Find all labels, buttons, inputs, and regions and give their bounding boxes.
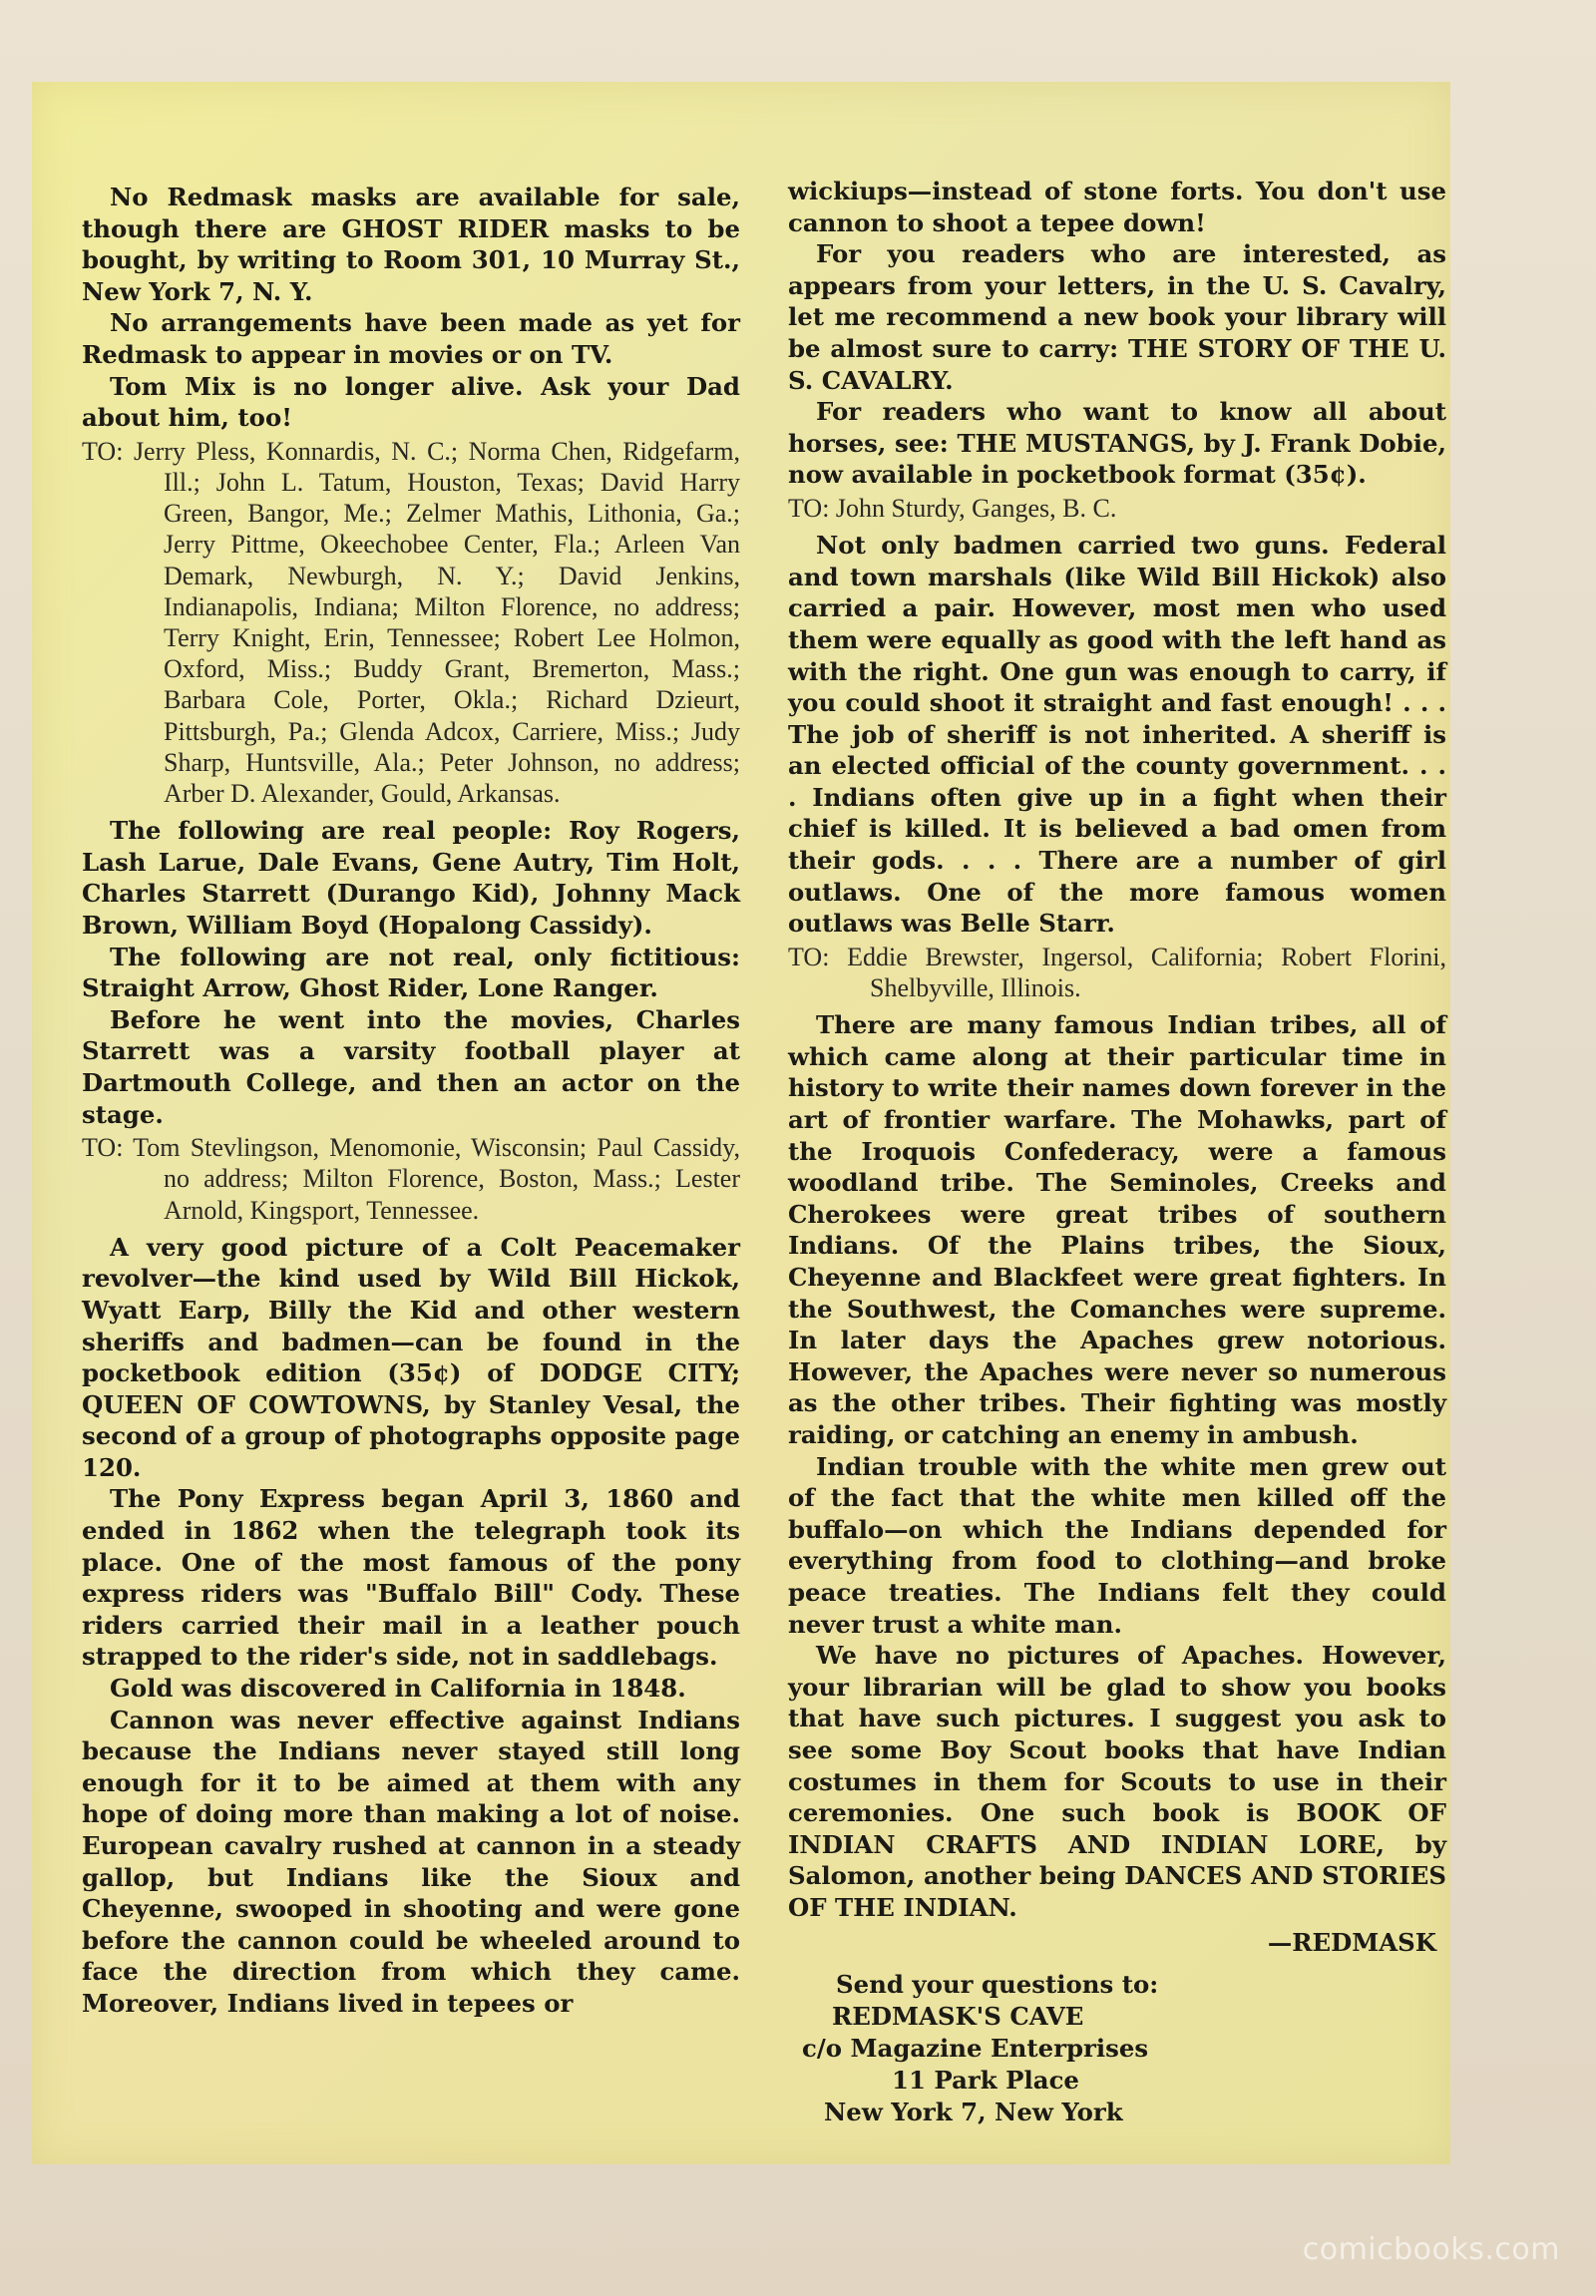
to-list: TO: Tom Stevlingson, Menomonie, Wisconsin; Paul Cassidy, no address; Milton Florence, Boston, Mass.; Lester Arnold, Kingsport, Tennessee. <box>82 1133 740 1225</box>
right-column <box>788 176 1446 2128</box>
mailing-address <box>788 1969 1446 2128</box>
paragraph: We have no pictures of Apaches. However, your librarian will be glad to show you books that have such pictures. I suggest you ask to see some Boy Scout books that have Indian costumes in them for Scouts to use in their ceremonies. One such book is BOOK OF INDIAN CRAFTS AND INDIAN LORE, by Salomon, another being DANCES AND STORIES OF THE INDIAN. <box>788 1641 1446 1922</box>
address-line: REDMASK'S CAVE <box>832 2002 1084 2032</box>
paragraph: Cannon was never effective against Indians because the Indians never stayed still long enough for it to be aimed at them with any hope of doing more than making a lot of noise. European cavalry rushed at cannon in a steady gallop, but Indians like the Sioux and Cheyenne, swooped in shooting and were gone before the cannon could be wheeled around to face the direction from which they came. Moreover, Indians lived in tepees or <box>82 1705 740 2018</box>
paragraph: Not only badmen carried two guns. Federal and town marshals (like Wild Bill Hickok) also carried a pair. However, most men who used them were equally as good with the left hand as with the right. One gun was enough to carry, if you could shoot it straight and fast enough! . . . The job of sheriff is not inherited. A sheriff is an elected official of the county government. . . . Indians often give up in a fight when their chief is killed. It is believed a bad omen from their gods. . . . There are a number of girl outlaws. One of the more famous women outlaws was Belle Starr. <box>788 531 1446 939</box>
paragraph: The following are real people: Roy Rogers, Lash Larue, Dale Evans, Gene Autry, Tim Holt, Charles Starrett (Durango Kid), Johnny Mack Brown, William Boyd (Hopalong Cassidy). <box>82 816 740 940</box>
left-column <box>82 182 740 2020</box>
paragraph: Before he went into the movies, Charles Starrett was a varsity football player at Dartmouth College, and then an actor on the stage. <box>82 1004 740 1129</box>
paragraph: A very good picture of a Colt Peacemaker revolver—the kind used by Wild Bill Hickok, Wyatt Earp, Billy the Kid and other western sheriffs and badmen—can be found in the pocketbook edition (35¢) of DODGE CITY; QUEEN OF COWTOWNS, by Stanley Vesal, the second of a group of photographs opposite page 120. <box>82 1232 740 1482</box>
signature: —REDMASK <box>1267 1928 1436 1958</box>
paragraph: The following are not real, only fictitious: Straight Arrow, Ghost Rider, Lone Ranger. <box>82 942 740 1003</box>
paragraph: wickiups—instead of stone forts. You don't use cannon to shoot a tepee down! <box>788 177 1446 237</box>
to-list: TO: Jerry Pless, Konnardis, N. C.; Norma Chen, Ridgefarm, Ill.; John L. Tatum, Houston, Texas; David Harry Green, Bangor, Me.; Zelmer Mathis, Lithonia, Ga.; Jerry Pittme, Okeechobee Center, Fla.; Arleen Van Demark, Newburgh, N. Y.; David Jenkins, Indianapolis, Indiana; Milton Florence, no address; Terry Knight, Erin, Tennessee; Robert Lee Holmon, Oxford, Miss.; Buddy Grant, Bremerton, Mass.; Barbara Cole, Porter, Okla.; Richard Dzieurt, Pittsburgh, Pa.; Glenda Adcox, Carriere, Miss.; Judy Sharp, Huntsville, Ala.; Peter Johnson, no address; Arber D. Alexander, Gould, Arkansas. <box>82 436 740 808</box>
address-line: New York 7, New York <box>824 2098 1123 2127</box>
address-line: 11 Park Place <box>892 2066 1079 2096</box>
paragraph: There are many famous Indian tribes, all of which came along at their particular time in history to write their names down forever in the art of frontier warfare. The Mohawks, part of the Iroquois Confederacy, were a famous woodland tribe. The Seminoles, Creeks and Cherokees were great tribes of southern Indians. Of the Plains tribes, the Sioux, Cheyenne and Blackfeet were great fighters. In the Southwest, the Comanches were supreme. In later days the Apaches grew notorious. However, the Apaches were never so numerous as the other tribes. Their fighting was mostly raiding, or catching an enemy in ambush. <box>788 1010 1446 1449</box>
paragraph: The Pony Express began April 3, 1860 and ended in 1862 when the telegraph took its place. One of the most famous of the pony express riders was "Buffalo Bill" Cody. These riders carried their mail in a leather pouch strapped to the rider's side, not in saddlebags. <box>82 1484 740 1672</box>
paragraph: No arrangements have been made as yet for Redmask to appear in movies or on TV. <box>82 308 740 369</box>
paragraph: No Redmask masks are available for sale, though there are GHOST RIDER masks to be bought, by writing to Room 301, 10 Murray St., New York 7, N. Y. <box>82 183 740 306</box>
paragraph: Indian trouble with the white men grew out of the fact that the white men killed off the buffalo—on which the Indians depended for everything from food to clothing—and broke peace treaties. The Indians felt they could never trust a white man. <box>788 1451 1446 1639</box>
letters-panel <box>32 82 1450 2164</box>
address-line: c/o Magazine Enterprises <box>802 2034 1149 2064</box>
paragraph: Tom Mix is no longer alive. Ask your Dad about him, too! <box>82 371 740 433</box>
to-list: TO: Eddie Brewster, Ingersol, California; Robert Florini, Shelbyville, Illinois. <box>788 942 1446 1003</box>
paragraph: Gold was discovered in California in 1848. <box>110 1674 686 1704</box>
paragraph: For you readers who are interested, as appears from your letters, in the U. S. Cavalry, let me recommend a new book your library will be almost sure to carry: THE STORY OF THE U. S. CAVALRY. <box>788 239 1446 395</box>
watermark: comicbooks.com <box>1302 2232 1560 2267</box>
to-list: TO: John Sturdy, Ganges, B. C. <box>788 493 1117 523</box>
paragraph: For readers who want to know all about horses, see: THE MUSTANGS, by J. Frank Dobie, now available in pocketbook format (35¢). <box>788 397 1446 490</box>
address-line: Send your questions to: <box>836 1970 1159 2000</box>
